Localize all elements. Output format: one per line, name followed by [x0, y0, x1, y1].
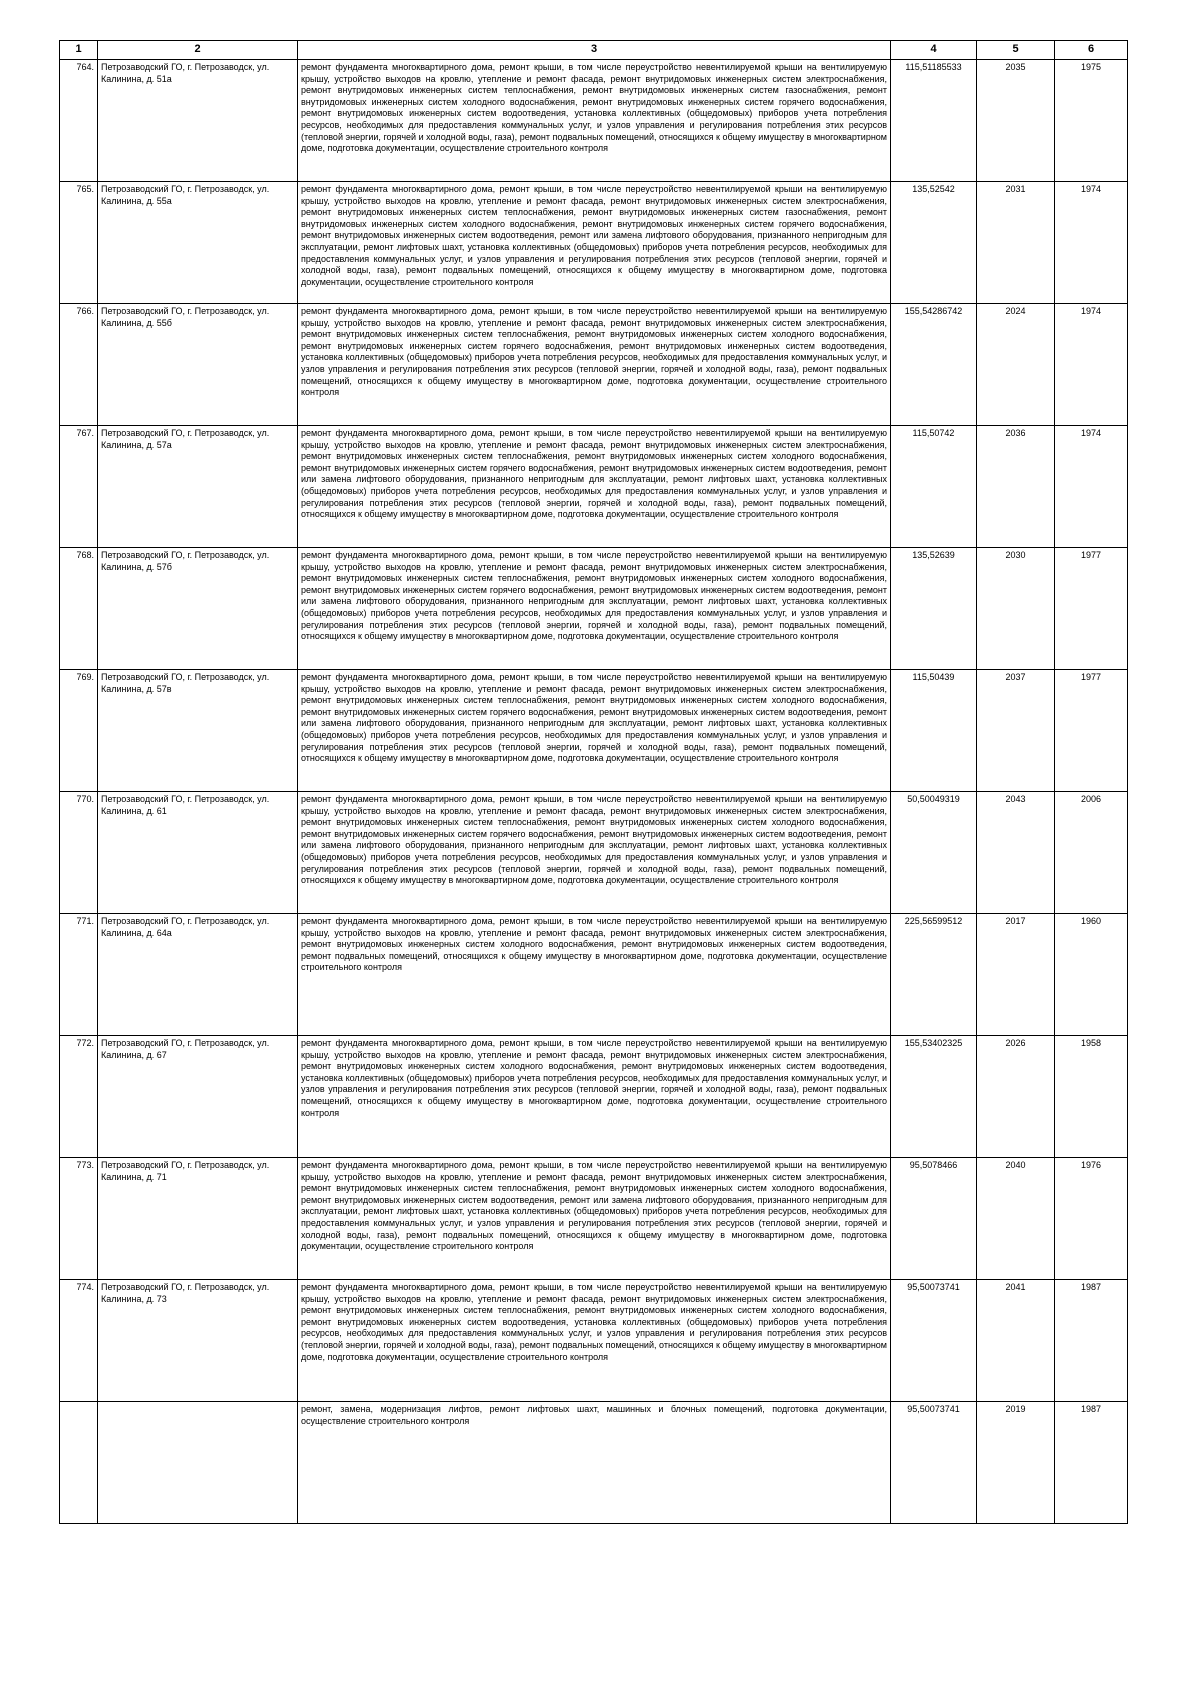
- planned-year-cell: 2017: [977, 914, 1055, 1036]
- address-cell: Петрозаводский ГО, г. Петрозаводск, ул. Калинина, д. 51а: [98, 60, 298, 182]
- planned-year-cell: 2024: [977, 304, 1055, 426]
- cost-cell: 115,50439: [891, 670, 977, 792]
- build-year-cell: 1974: [1055, 304, 1128, 426]
- table-row: [60, 426, 1128, 548]
- row-number: 771.: [60, 914, 98, 1036]
- planned-year-cell: 2035: [977, 60, 1055, 182]
- table-row: [60, 914, 1128, 1036]
- build-year-cell: 1960: [1055, 914, 1128, 1036]
- planned-year-cell: 2026: [977, 1036, 1055, 1158]
- header-col-5: 5: [977, 41, 1055, 60]
- row-number: [60, 1402, 98, 1524]
- header-col-6: 6: [1055, 41, 1128, 60]
- header-col-2: 2: [98, 41, 298, 60]
- build-year-cell: 1987: [1055, 1402, 1128, 1524]
- cost-cell: 115,50742: [891, 426, 977, 548]
- address-cell: [98, 1402, 298, 1524]
- works-cell: ремонт фундамента многоквартирного дома, ремонт крыши, в том числе переустройство невентилируемой крыши на вентилируемую крышу, устройство выходов на кровлю, утепление и ремонт фасада, ремонт внутридомовых инженерных систем электроснабжения, ремонт внутридомовых инженерных систем теплоснабжения, ремонт внутридомовых инженерных систем холодного водоснабжения, ремонт внутридомовых инженерных систем горячего водоснабжения, ремонт внутридомовых инженерных систем водоотведения, ремонт или замена лифтового оборудования, признанного непригодным для эксплуатации, ремонт лифтовых шахт, установка коллективных (общедомовых) приборов учета потребления ресурсов, необходимых для предоставления коммунальных услуг, и узлов управления и регулирования потребления этих ресурсов (тепловой энергии, горячей и холодной воды, газа), ремонт подвальных помещений, относящихся к общему имуществу в многоквартирном доме, подготовка документации, осуществление строительного контроля: [298, 670, 891, 792]
- planned-year-cell: 2030: [977, 548, 1055, 670]
- table-row: [60, 304, 1128, 426]
- address-cell: Петрозаводский ГО, г. Петрозаводск, ул. Калинина, д. 71: [98, 1158, 298, 1280]
- works-cell: ремонт фундамента многоквартирного дома, ремонт крыши, в том числе переустройство невентилируемой крыши на вентилируемую крышу, устройство выходов на кровлю, утепление и ремонт фасада, ремонт внутридомовых инженерных систем электроснабжения, ремонт внутридомовых инженерных систем теплоснабжения, ремонт внутридомовых инженерных систем газоснабжения, ремонт внутридомовых инженерных систем холодного водоснабжения, ремонт внутридомовых инженерных систем горячего водоснабжения, ремонт внутридомовых инженерных систем водоотведения, ремонт или замена лифтового оборудования, признанного непригодным для эксплуатации, ремонт лифтовых шахт, установка коллективных (общедомовых) приборов учета потребления ресурсов, необходимых для предоставления коммунальных услуг, и узлов управления и регулирования потребления этих ресурсов (тепловой энергии, горячей и холодной воды, газа), ремонт подвальных помещений, относящихся к общему имуществу в многоквартирном доме, подготовка документации, осуществление строительного контроля: [298, 182, 891, 304]
- build-year-cell: 1977: [1055, 670, 1128, 792]
- build-year-cell: 1975: [1055, 60, 1128, 182]
- planned-year-cell: 2031: [977, 182, 1055, 304]
- address-cell: Петрозаводский ГО, г. Петрозаводск, ул. Калинина, д. 64а: [98, 914, 298, 1036]
- works-cell: ремонт фундамента многоквартирного дома, ремонт крыши, в том числе переустройство невентилируемой крыши на вентилируемую крышу, устройство выходов на кровлю, утепление и ремонт фасада, ремонт внутридомовых инженерных систем электроснабжения, ремонт внутридомовых инженерных систем теплоснабжения, ремонт внутридомовых инженерных систем холодного водоснабжения, ремонт внутридомовых инженерных систем горячего водоснабжения, ремонт внутридомовых инженерных систем водоотведения, установка коллективных (общедомовых) приборов учета потребления ресурсов, необходимых для предоставления коммунальных услуг, и узлов управления и регулирования потребления этих ресурсов (тепловой энергии, горячей и холодной воды, газа), ремонт подвальных помещений, относящихся к общему имуществу в многоквартирном доме, подготовка документации, осуществление строительного контроля: [298, 304, 891, 426]
- cost-cell: 135,52542: [891, 182, 977, 304]
- address-cell: Петрозаводский ГО, г. Петрозаводск, ул. Калинина, д. 55а: [98, 182, 298, 304]
- works-cell: ремонт фундамента многоквартирного дома, ремонт крыши, в том числе переустройство невентилируемой крыши на вентилируемую крышу, устройство выходов на кровлю, утепление и ремонт фасада, ремонт внутридомовых инженерных систем электроснабжения, ремонт внутридомовых инженерных систем теплоснабжения, ремонт внутридомовых инженерных систем холодного водоснабжения, ремонт внутридомовых инженерных систем горячего водоснабжения, ремонт внутридомовых инженерных систем водоотведения, ремонт или замена лифтового оборудования, признанного непригодным для эксплуатации, ремонт лифтовых шахт, установка коллективных (общедомовых) приборов учета потребления ресурсов, необходимых для предоставления коммунальных услуг, и узлов управления и регулирования потребления этих ресурсов (тепловой энергии, горячей и холодной воды, газа), ремонт подвальных помещений, относящихся к общему имуществу в многоквартирном доме, подготовка документации, осуществление строительного контроля: [298, 426, 891, 548]
- address-cell: Петрозаводский ГО, г. Петрозаводск, ул. Калинина, д. 57а: [98, 426, 298, 548]
- table-row: [60, 548, 1128, 670]
- cost-cell: 95,50073741: [891, 1280, 977, 1402]
- table-row: [60, 1280, 1128, 1402]
- row-number: 769.: [60, 670, 98, 792]
- build-year-cell: 1958: [1055, 1036, 1128, 1158]
- build-year-cell: 1987: [1055, 1280, 1128, 1402]
- build-year-cell: 1974: [1055, 182, 1128, 304]
- works-cell: ремонт фундамента многоквартирного дома, ремонт крыши, в том числе переустройство невентилируемой крыши на вентилируемую крышу, устройство выходов на кровлю, утепление и ремонт фасада, ремонт внутридомовых инженерных систем электроснабжения, ремонт внутридомовых инженерных систем холодного водоснабжения, ремонт внутридомовых инженерных систем водоотведения, установка коллективных (общедомовых) приборов учета потребления ресурсов, необходимых для предоставления коммунальных услуг, и узлов управления и регулирования потребления этих ресурсов (тепловой энергии, горячей и холодной воды, газа), ремонт подвальных помещений, относящихся к общему имуществу в многоквартирном доме, подготовка документации, осуществление строительного контроля: [298, 1036, 891, 1158]
- address-cell: Петрозаводский ГО, г. Петрозаводск, ул. Калинина, д. 57в: [98, 670, 298, 792]
- planned-year-cell: 2019: [977, 1402, 1055, 1524]
- table-row: [60, 60, 1128, 182]
- cost-cell: 95,50073741: [891, 1402, 977, 1524]
- row-number: 774.: [60, 1280, 98, 1402]
- build-year-cell: 1976: [1055, 1158, 1128, 1280]
- header-col-3: 3: [298, 41, 891, 60]
- planned-year-cell: 2037: [977, 670, 1055, 792]
- row-number: 773.: [60, 1158, 98, 1280]
- table-row: [60, 792, 1128, 914]
- build-year-cell: 1977: [1055, 548, 1128, 670]
- table-row: [60, 1036, 1128, 1158]
- row-number: 770.: [60, 792, 98, 914]
- cost-cell: 225,56599512: [891, 914, 977, 1036]
- table-row: [60, 1158, 1128, 1280]
- address-cell: Петрозаводский ГО, г. Петрозаводск, ул. Калинина, д. 55б: [98, 304, 298, 426]
- works-cell: ремонт, замена, модернизация лифтов, ремонт лифтовых шахт, машинных и блочных помещений, подготовка документации, осуществление строительного контроля: [298, 1402, 891, 1524]
- works-cell: ремонт фундамента многоквартирного дома, ремонт крыши, в том числе переустройство невентилируемой крыши на вентилируемую крышу, устройство выходов на кровлю, утепление и ремонт фасада, ремонт внутридомовых инженерных систем электроснабжения, ремонт внутридомовых инженерных систем теплоснабжения, ремонт внутридомовых инженерных систем холодного водоснабжения, ремонт внутридомовых инженерных систем горячего водоснабжения, ремонт внутридомовых инженерных систем водоотведения, ремонт или замена лифтового оборудования, признанного непригодным для эксплуатации, ремонт лифтовых шахт, установка коллективных (общедомовых) приборов учета потребления ресурсов, необходимых для предоставления коммунальных услуг, и узлов управления и регулирования потребления этих ресурсов (тепловой энергии, горячей и холодной воды, газа), ремонт подвальных помещений, относящихся к общему имуществу в многоквартирном доме, подготовка документации, осуществление строительного контроля: [298, 548, 891, 670]
- works-cell: ремонт фундамента многоквартирного дома, ремонт крыши, в том числе переустройство невентилируемой крыши на вентилируемую крышу, устройство выходов на кровлю, утепление и ремонт фасада, ремонт внутридомовых инженерных систем электроснабжения, ремонт внутридомовых инженерных систем теплоснабжения, ремонт внутридомовых инженерных систем холодного водоснабжения, ремонт внутридомовых инженерных систем горячего водоснабжения, ремонт внутридомовых инженерных систем водоотведения, ремонт или замена лифтового оборудования, признанного непригодным для эксплуатации, ремонт лифтовых шахт, установка коллективных (общедомовых) приборов учета потребления ресурсов, необходимых для предоставления коммунальных услуг, и узлов управления и регулирования потребления этих ресурсов (тепловой энергии, горячей и холодной воды, газа), ремонт подвальных помещений, относящихся к общему имуществу в многоквартирном доме, подготовка документации, осуществление строительного контроля: [298, 792, 891, 914]
- cost-cell: 135,52639: [891, 548, 977, 670]
- row-number: 765.: [60, 182, 98, 304]
- header-col-1: 1: [60, 41, 98, 60]
- build-year-cell: 1974: [1055, 426, 1128, 548]
- address-cell: Петрозаводский ГО, г. Петрозаводск, ул. Калинина, д. 61: [98, 792, 298, 914]
- cost-cell: 155,53402325: [891, 1036, 977, 1158]
- works-cell: ремонт фундамента многоквартирного дома, ремонт крыши, в том числе переустройство невентилируемой крыши на вентилируемую крышу, устройство выходов на кровлю, утепление и ремонт фасада, ремонт внутридомовых инженерных систем электроснабжения, ремонт внутридомовых инженерных систем теплоснабжения, ремонт внутридомовых инженерных систем газоснабжения, ремонт внутридомовых инженерных систем холодного водоснабжения, ремонт внутридомовых инженерных систем горячего водоснабжения, ремонт внутридомовых инженерных систем водоотведения, установка коллективных (общедомовых) приборов учета потребления ресурсов, необходимых для предоставления коммунальных услуг, и узлов управления и регулирования потребления этих ресурсов (тепловой энергии, горячей и холодной воды, газа), ремонт подвальных помещений, относящихся к общему имуществу в многоквартирном доме, подготовка документации, осуществление строительного контроля: [298, 60, 891, 182]
- planned-year-cell: 2040: [977, 1158, 1055, 1280]
- row-number: 768.: [60, 548, 98, 670]
- planned-year-cell: 2036: [977, 426, 1055, 548]
- cost-cell: 115,51185533: [891, 60, 977, 182]
- address-cell: Петрозаводский ГО, г. Петрозаводск, ул. Калинина, д. 67: [98, 1036, 298, 1158]
- address-cell: Петрозаводский ГО, г. Петрозаводск, ул. Калинина, д. 73: [98, 1280, 298, 1402]
- header-col-4: 4: [891, 41, 977, 60]
- row-number: 772.: [60, 1036, 98, 1158]
- works-cell: ремонт фундамента многоквартирного дома, ремонт крыши, в том числе переустройство невентилируемой крыши на вентилируемую крышу, устройство выходов на кровлю, утепление и ремонт фасада, ремонт внутридомовых инженерных систем электроснабжения, ремонт внутридомовых инженерных систем теплоснабжения, ремонт внутридомовых инженерных систем холодного водоснабжения, ремонт внутридомовых инженерных систем водоотведения, ремонт или замена лифтового оборудования, признанного непригодным для эксплуатации, ремонт лифтовых шахт, установка коллективных (общедомовых) приборов учета потребления ресурсов, необходимых для предоставления коммунальных услуг, и узлов управления и регулирования потребления этих ресурсов (тепловой энергии, горячей и холодной воды, газа), ремонт подвальных помещений, относящихся к общему имуществу в многоквартирном доме, подготовка документации, осуществление строительного контроля: [298, 1158, 891, 1280]
- capital-repair-table: [59, 40, 1128, 1524]
- row-number: 766.: [60, 304, 98, 426]
- table-row: [60, 182, 1128, 304]
- table-row: [60, 670, 1128, 792]
- build-year-cell: 2006: [1055, 792, 1128, 914]
- cost-cell: 50,50049319: [891, 792, 977, 914]
- planned-year-cell: 2043: [977, 792, 1055, 914]
- cost-cell: 155,54286742: [891, 304, 977, 426]
- works-cell: ремонт фундамента многоквартирного дома, ремонт крыши, в том числе переустройство невентилируемой крыши на вентилируемую крышу, устройство выходов на кровлю, утепление и ремонт фасада, ремонт внутридомовых инженерных систем электроснабжения, ремонт внутридомовых инженерных систем холодного водоснабжения, ремонт внутридомовых инженерных систем водоотведения, ремонт подвальных помещений, относящихся к общему имуществу в многоквартирном доме, подготовка документации, осуществление строительного контроля: [298, 914, 891, 1036]
- header-row: [60, 41, 1128, 60]
- row-number: 767.: [60, 426, 98, 548]
- cost-cell: 95,5078466: [891, 1158, 977, 1280]
- row-number: 764.: [60, 60, 98, 182]
- address-cell: Петрозаводский ГО, г. Петрозаводск, ул. Калинина, д. 57б: [98, 548, 298, 670]
- planned-year-cell: 2041: [977, 1280, 1055, 1402]
- table-row: [60, 1402, 1128, 1524]
- works-cell: ремонт фундамента многоквартирного дома, ремонт крыши, в том числе переустройство невентилируемой крыши на вентилируемую крышу, устройство выходов на кровлю, утепление и ремонт фасада, ремонт внутридомовых инженерных систем электроснабжения, ремонт внутридомовых инженерных систем теплоснабжения, ремонт внутридомовых инженерных систем холодного водоснабжения, ремонт внутридомовых инженерных систем водоотведения, установка коллективных (общедомовых) приборов учета потребления ресурсов, необходимых для предоставления коммунальных услуг, и узлов управления и регулирования потребления этих ресурсов (тепловой энергии, горячей и холодной воды, газа), ремонт подвальных помещений, относящихся к общему имуществу в многоквартирном доме, подготовка документации, осуществление строительного контроля: [298, 1280, 891, 1402]
